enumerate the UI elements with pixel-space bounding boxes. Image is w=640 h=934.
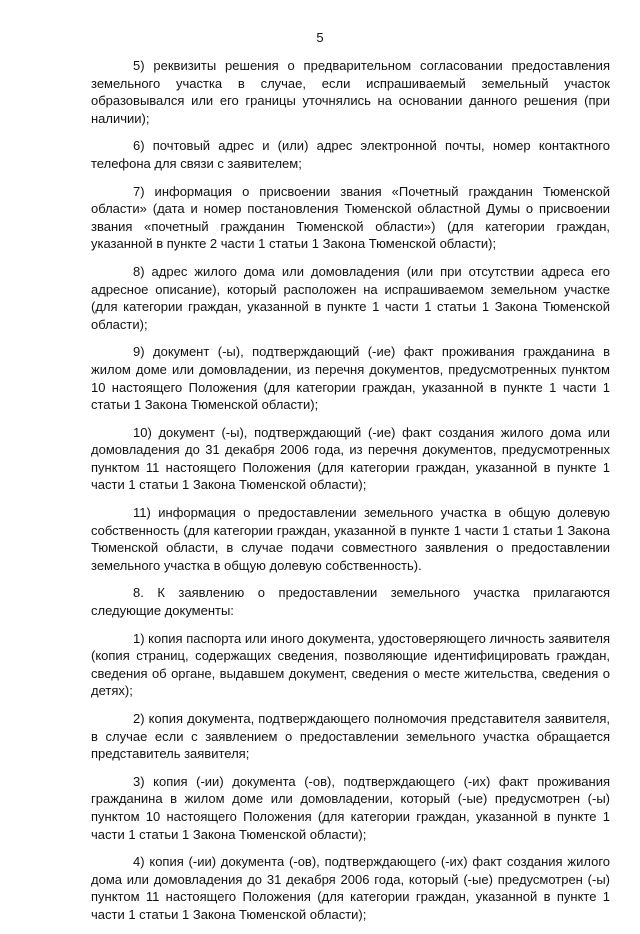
paragraph-attachment-1: 1) копия паспорта или иного документа, удостоверяющего личность заявителя (копия страниц, содержащих сведения, позволяющие идентифицировать граждан, сведения об органе, выдавшем документ, сведения о месте жительства, сведения о детях); xyxy=(91,630,610,699)
paragraph-attachment-3: 3) копия (-ии) документа (-ов), подтверждающего (-их) факт проживания гражданина в жилом доме или домовладении, который (-ые) предусмотрен (-ы) пунктом 10 настоящего Положения (для категории граждан, указанной в пункте 1 части 1 статьи 1 Закона Тюменской области); xyxy=(91,773,610,842)
document-body xyxy=(91,57,610,934)
paragraph-section-8: 8. К заявлению о предоставлении земельного участка прилагаются следующие документы: xyxy=(91,585,610,619)
paragraph-item-5: 5) реквизиты решения о предварительном согласовании предоставления земельного участка в случае, если испрашиваемый земельный участок образовывался или его границы уточнялись на основании данного решения (при наличии); xyxy=(91,58,610,126)
page-number: 5 xyxy=(316,30,324,45)
paragraph-item-7: 7) информация о присвоении звания «Почетный гражданин Тюменской области» (дата и номер постановления Тюменской областной Думы о присвоении звания «почетный гражданин Тюменской области») (для категории граждан, указанной в пункте 2 части 1 статьи 1 Закона Тюменской области); xyxy=(91,183,610,252)
paragraph-item-11: 11) информация о предоставлении земельного участка в общую долевую собственность (для категории граждан, указанной в пункте 1 части 1 статьи 1 Закона Тюменской области, в случае подачи совместного заявления о предоставлении земельного участка в общую долевую собственность). xyxy=(91,505,610,573)
paragraph-item-8: 8) адрес жилого дома или домовладения (или при отсутствии адреса его адресное описание), который расположен на испрашиваемом земельном участке (для категории граждан, указанной в пункте 1 части 1 статьи 1 Закона Тюменской области); xyxy=(91,263,610,332)
paragraph-item-9: 9) документ (-ы), подтверждающий (-ие) факт проживания гражданина в жилом доме или домовладении, из перечня документов, предусмотренных пунктом 10 настоящего Положения (для категории граждан, указанной в пункте 1 части 1 статьи 1 Закона Тюменской области); xyxy=(91,344,610,413)
paragraph-attachment-2: 2) копия документа, подтверждающего полномочия представителя заявителя, в случае если с заявлением о предоставлении земельного участка обращается представитель заявителя; xyxy=(91,711,610,762)
paragraph-item-6: 6) почтовый адрес и (или) адрес электронной почты, номер контактного телефона для связи с заявителем; xyxy=(91,138,610,171)
paragraph-item-10: 10) документ (-ы), подтверждающий (-ие) факт создания жилого дома или домовладения до 31 декабря 2006 года, из перечня документов, предусмотренных пунктом 11 настоящего Положения (для категории граждан, указанной в пункте 1 части 1 статьи 1 Закона Тюменской области); xyxy=(91,424,610,493)
paragraph-attachment-4: 4) копия (-ии) документа (-ов), подтверждающего (-их) факт создания жилого дома или домовладения до 31 декабря 2006 года, который (-ые) предусмотрен (-ы) пунктом 11 настоящего Положения (для категории граждан, указанной в пункте 1 части 1 статьи 1 Закона Тюменской области); xyxy=(91,854,610,922)
